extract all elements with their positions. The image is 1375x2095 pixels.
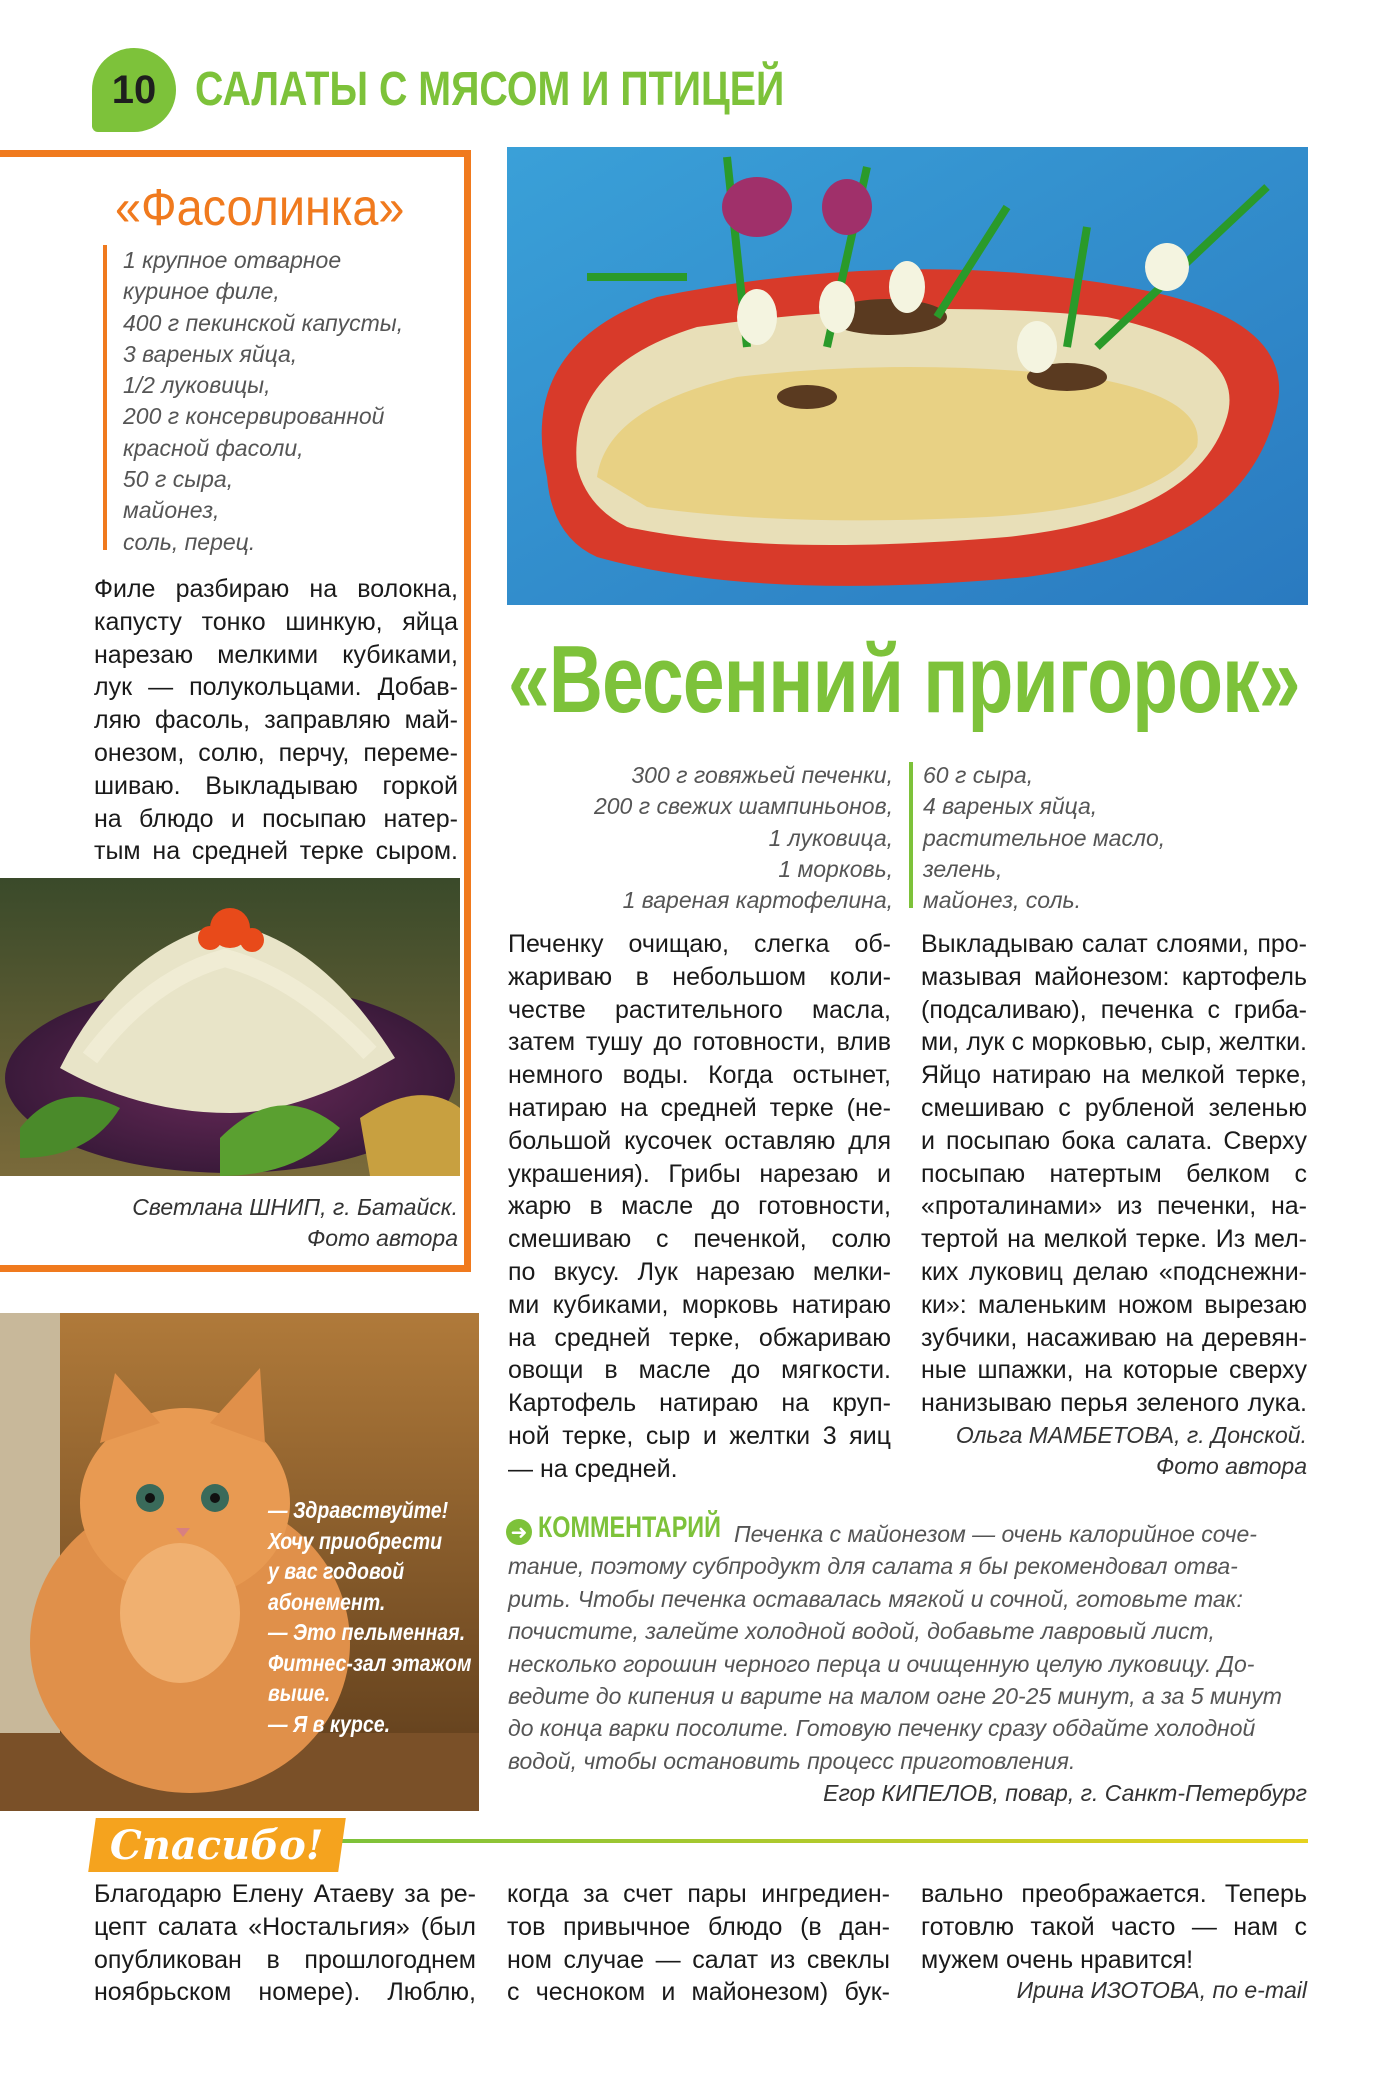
caption-line: — Это пельменная.: [268, 1619, 466, 1645]
ingredient: 200 г консервированной: [123, 403, 385, 430]
text-line: тертой на мелкой терке. Из мел-: [921, 1225, 1307, 1254]
text-line: нарезаю мелкими кубиками,: [94, 640, 458, 669]
text-line: ном случае — салат из свеклы: [507, 1945, 890, 1974]
text-line: смешиваю с рубленой зеленью: [921, 1093, 1307, 1122]
credit-spasibo: Ирина ИЗОТОВА, по e-mail: [1016, 1977, 1307, 2003]
text-line: немного воды. Когда остынет,: [508, 1061, 891, 1090]
ingredient: 400 г пекинской капусты,: [123, 309, 404, 336]
ingredient: красной фасоли,: [123, 434, 304, 461]
text-line: рить. Чтобы печенка оставалась мягкой и сочной, готовьте так:: [508, 1585, 1243, 1612]
text-line: несколько горошин черного перца и очищенную целую луковицу. До-: [508, 1650, 1255, 1677]
comment-label: КОММЕНТАРИЙ: [538, 1511, 721, 1544]
page-number: 10: [111, 67, 157, 112]
text-line: — на средней.: [508, 1454, 678, 1483]
text-line: жариваю в небольшом коли-: [508, 962, 891, 991]
ingredient: 50 г сыра,: [123, 466, 234, 493]
ingredient: 60 г сыра,: [923, 762, 1034, 788]
ingredient: 1 вареная картофелина,: [622, 887, 893, 914]
text-line: натираю на средней терке (не-: [508, 1093, 891, 1122]
text-line: украшения). Грибы нарезаю и: [508, 1159, 891, 1188]
ingredients-list-vesenniy-right: [923, 760, 1165, 916]
cat-joke-caption: [268, 1495, 471, 1739]
spasibo-label: Спасибо!: [110, 1821, 324, 1869]
text-line: Филе разбираю на волокна,: [94, 575, 458, 603]
text-line: Печенку очищаю, слегка об-: [508, 930, 891, 958]
text-line: тым на средней терке сыром.: [94, 837, 458, 866]
salad-fasolinka-photo: [0, 878, 460, 1176]
caption-line: абонемент.: [268, 1588, 386, 1615]
text-line: смешиваю с печенкой, солю: [508, 1225, 891, 1254]
text-line: почистите, залейте холодной водой, добавьте лавровый лист,: [508, 1618, 1215, 1645]
caption-line: Фитнес-зал этажом: [268, 1649, 472, 1676]
text-line: Яйцо натираю на мелкой терке,: [921, 1061, 1307, 1090]
text-line: ные шпажки, на которые сверху: [921, 1356, 1307, 1385]
text-line: на блюдо и посыпаю натер-: [94, 804, 458, 833]
credit-fasolinka: [132, 1192, 458, 1254]
text-line: опубликован в прошлогоднем: [94, 1945, 476, 1974]
text-line: ляю фасоль, заправляю май-: [94, 706, 458, 735]
spasibo-badge: [88, 1818, 346, 1872]
ingredient: майонез, соль.: [923, 887, 1082, 914]
text-line: водой, чтобы остановить процесс приготовления.: [508, 1747, 1076, 1774]
ingredient: майонез,: [123, 497, 220, 524]
ingredient: 300 г говяжьей печенки,: [631, 762, 893, 788]
text-line: ной терке, сыр и желтки 3 яиц: [508, 1421, 891, 1450]
text-line: посыпаю натертым белком с: [921, 1159, 1307, 1188]
ingredients-list-fasolinka: [123, 245, 403, 558]
ingredients-list-vesenniy-left: [594, 760, 893, 916]
ingredient: зелень,: [923, 855, 1003, 882]
ingredient: растительное масло,: [923, 824, 1166, 851]
ingredient: 1 крупное отварное: [123, 247, 342, 273]
spasibo-column-2: [507, 1878, 890, 2009]
page-number-badge: [92, 48, 176, 132]
text-line: овощи в масле до мягкости.: [508, 1356, 891, 1385]
text-line: капусту тонко шинкую, яйца: [94, 607, 458, 636]
ingredient: соль, перец.: [123, 528, 256, 555]
text-line: шиваю. Выкладываю горкой: [94, 771, 458, 800]
ingredient: 1 луковица,: [768, 824, 893, 851]
ingredient: 200 г свежих шампиньонов,: [593, 793, 893, 820]
ingredients-divider: [103, 245, 107, 550]
text-line: (подсаливаю), печенка с гриба-: [921, 995, 1307, 1024]
text-line: цепт салата «Ностальгия» (был: [94, 1912, 476, 1941]
text-line: онезом, солю, перчу, переме-: [94, 738, 458, 767]
ingredients-divider: [909, 762, 913, 908]
text-line: тов привычное блюдо (в дан-: [507, 1912, 890, 1941]
text-line: лук — полукольцами. Добав-: [94, 673, 458, 702]
text-line: по вкусу. Лук нарезаю мелки-: [508, 1257, 891, 1286]
caption-line: выше.: [268, 1680, 331, 1706]
ingredient: куриное филе,: [123, 278, 280, 305]
text-line: тание, поэтому субпродукт для салата я бы рекомендовал отва-: [508, 1553, 1238, 1580]
credit-photo: Фото автора: [1156, 1453, 1307, 1479]
text-line: Выкладываю салат слоями, про-: [921, 930, 1307, 958]
text-line: Благодарю Елену Атаеву за ре-: [94, 1880, 476, 1908]
recipe-title-fasolinka: «Фасолинка»: [115, 179, 405, 237]
comment-text: [508, 1518, 1308, 1777]
text-line: честве растительного масла,: [508, 995, 891, 1024]
arrow-right-icon: ➜: [506, 1519, 532, 1545]
recipe-method-fasolinka: [94, 573, 458, 868]
text-line: большой кусочек оставляю для: [508, 1126, 891, 1155]
text-line: ведите до кипения и варите на малом огне 20-25 минут, а за 5 минут: [508, 1683, 1282, 1710]
text-line: Печенка с майонезом — очень калорийное соче-: [734, 1521, 1257, 1547]
text-line: нанизываю перья зеленого лука.: [921, 1389, 1307, 1418]
recipe-method-vesenniy-left: [508, 928, 891, 1486]
text-line: мазывая майонезом: картофель: [921, 962, 1307, 991]
text-line: ких луковиц делаю «подснежни-: [921, 1257, 1307, 1286]
text-line: до конца варки посолите. Готовую печенку сразу обдайте холодной: [508, 1715, 1256, 1742]
text-line: с чесноком и майонезом) бук-: [507, 1978, 890, 2007]
credit-author: Светлана ШНИП, г. Батайск.: [132, 1194, 458, 1220]
ingredient: 1 морковь,: [778, 855, 893, 882]
text-line: зубчики, насаживаю на деревян-: [921, 1323, 1307, 1352]
text-line: вально преображается. Теперь: [921, 1880, 1307, 1908]
recipe-method-vesenniy-right: [921, 928, 1307, 1420]
ingredient: 1/2 луковицы,: [123, 372, 271, 399]
spasibo-column-1: [94, 1878, 476, 2009]
caption-line: — Здравствуйте!: [268, 1497, 449, 1523]
text-line: когда за счет пары ингредиен-: [507, 1880, 890, 1908]
caption-line: у вас годовой: [268, 1558, 405, 1584]
text-line: ки»: маленьким ножом вырезаю: [921, 1290, 1307, 1319]
caption-line: Хочу приобрести: [268, 1527, 443, 1554]
text-line: «проталинами» из печенки, на-: [921, 1192, 1307, 1221]
text-line: готовлю такой часто — нам с: [921, 1912, 1307, 1941]
text-line: на средней терке, обжариваю: [508, 1323, 891, 1352]
text-line: и посыпаю бока салата. Сверху: [921, 1126, 1307, 1155]
section-title: САЛАТЫ С МЯСОМ И ПТИЦЕЙ: [195, 63, 785, 116]
ingredient: 4 вареных яйца,: [923, 793, 1098, 820]
credit-comment: Егор КИПЕЛОВ, повар, г. Санкт-Петербург: [823, 1780, 1307, 1806]
recipe-title-vesenniy: «Весенний пригорок»: [508, 626, 1300, 733]
credit-photo: Фото автора: [307, 1225, 458, 1251]
text-line: затем тушу до готовности, влив: [508, 1028, 891, 1057]
credit-vesenniy: [956, 1420, 1307, 1482]
salad-vesenniy-photo: [507, 147, 1308, 605]
text-line: жарю в масле до готовности,: [508, 1192, 891, 1221]
spasibo-divider: [340, 1839, 1308, 1843]
text-line: ми, лук с морковью, сыр, желтки.: [921, 1028, 1307, 1057]
text-line: Картофель натираю на круп-: [508, 1389, 891, 1418]
caption-line: — Я в курсе.: [268, 1710, 391, 1737]
text-line: ми кубиками, морковь натираю: [508, 1290, 891, 1319]
text-line: мужем очень нравится!: [921, 1945, 1194, 1974]
spasibo-column-3: [921, 1878, 1307, 1976]
ingredient: 3 вареных яйца,: [123, 340, 298, 367]
credit-author: Ольга МАМБЕТОВА, г. Донской.: [955, 1422, 1307, 1448]
text-line: ноябрьском номере). Люблю,: [94, 1978, 476, 2007]
